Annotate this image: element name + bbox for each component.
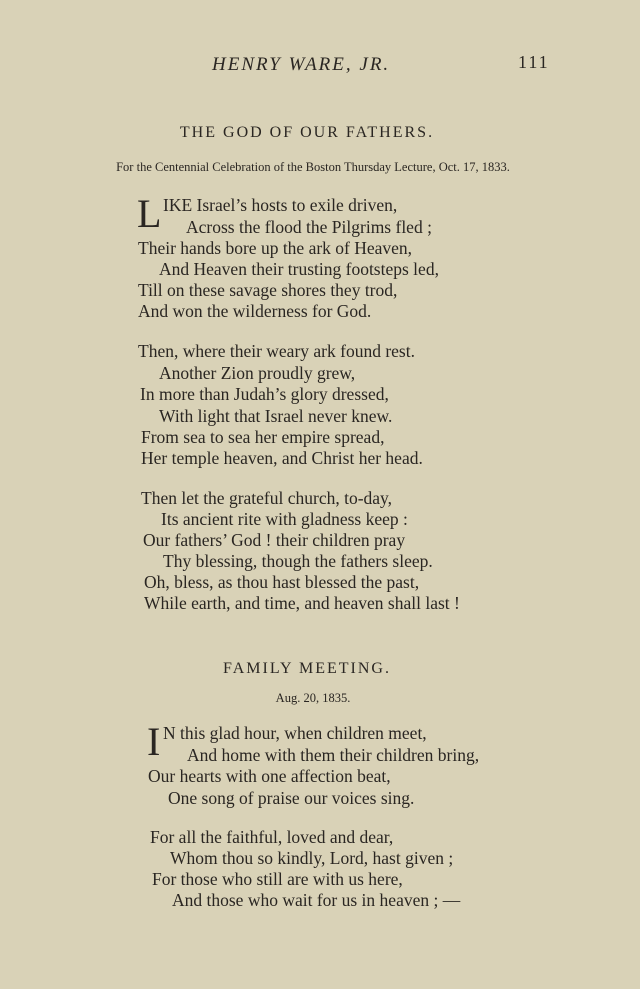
- verse-line: Their hands bore up the ark of Heaven,: [138, 238, 413, 258]
- poem-title: FAMILY MEETING.: [223, 660, 391, 677]
- verse-line: For those who still are with us here,: [152, 869, 403, 889]
- verse-line: With light that Israel never knew.: [159, 406, 393, 426]
- verse-line: N this glad hour, when children meet,: [163, 723, 427, 743]
- poem-title: THE GOD OF OUR FATHERS.: [179, 124, 435, 141]
- verse-line: While earth, and time, and heaven shall last !: [144, 593, 460, 613]
- verse-line: Then let the grateful church, to-day,: [141, 488, 393, 508]
- verse-line: Its ancient rite with gladness keep :: [161, 509, 408, 529]
- verse-line: Our hearts with one affection beat,: [148, 766, 391, 786]
- running-head: HENRY WARE, JR.: [212, 54, 391, 75]
- verse-line: For all the faithful, loved and dear,: [150, 827, 394, 847]
- verse-line: And Heaven their trusting footsteps led,: [159, 259, 439, 279]
- verse-line: And won the wilderness for God.: [138, 301, 372, 321]
- verse-line: Whom thou so kindly, Lord, hast given ;: [170, 848, 454, 868]
- verse-line: Her temple heaven, and Christ her head.: [141, 448, 423, 468]
- poem-subtitle: For the Centennial Celebration of the Boston Thursday Lecture, Oct. 17, 1833.: [116, 160, 510, 174]
- verse-line: Our fathers’ God ! their children pray: [143, 530, 406, 550]
- page-number: 111: [518, 52, 550, 72]
- verse-line: Another Zion proudly grew,: [159, 363, 356, 383]
- verse-line: IKE Israel’s hosts to exile driven,: [163, 195, 398, 215]
- drop-cap: L: [137, 191, 162, 236]
- verse-line: Thy blessing, though the fathers sleep.: [163, 551, 433, 571]
- drop-cap: I: [147, 719, 161, 764]
- verse-line: Then, where their weary ark found rest.: [138, 341, 415, 361]
- verse-line: And home with them their children bring,: [187, 745, 480, 765]
- verse-line: Oh, bless, as thou hast blessed the past,: [144, 572, 420, 592]
- verse-line: Across the flood the Pilgrims fled ;: [186, 217, 432, 237]
- poem-subtitle: Aug. 20, 1835.: [275, 691, 351, 705]
- verse-line: And those who wait for us in heaven ; —: [172, 890, 461, 910]
- verse-line: Till on these savage shores they trod,: [138, 280, 398, 300]
- verse-line: From sea to sea her empire spread,: [141, 427, 385, 447]
- verse-line: One song of praise our voices sing.: [168, 788, 415, 808]
- verse-line: In more than Judah’s glory dressed,: [140, 384, 389, 404]
